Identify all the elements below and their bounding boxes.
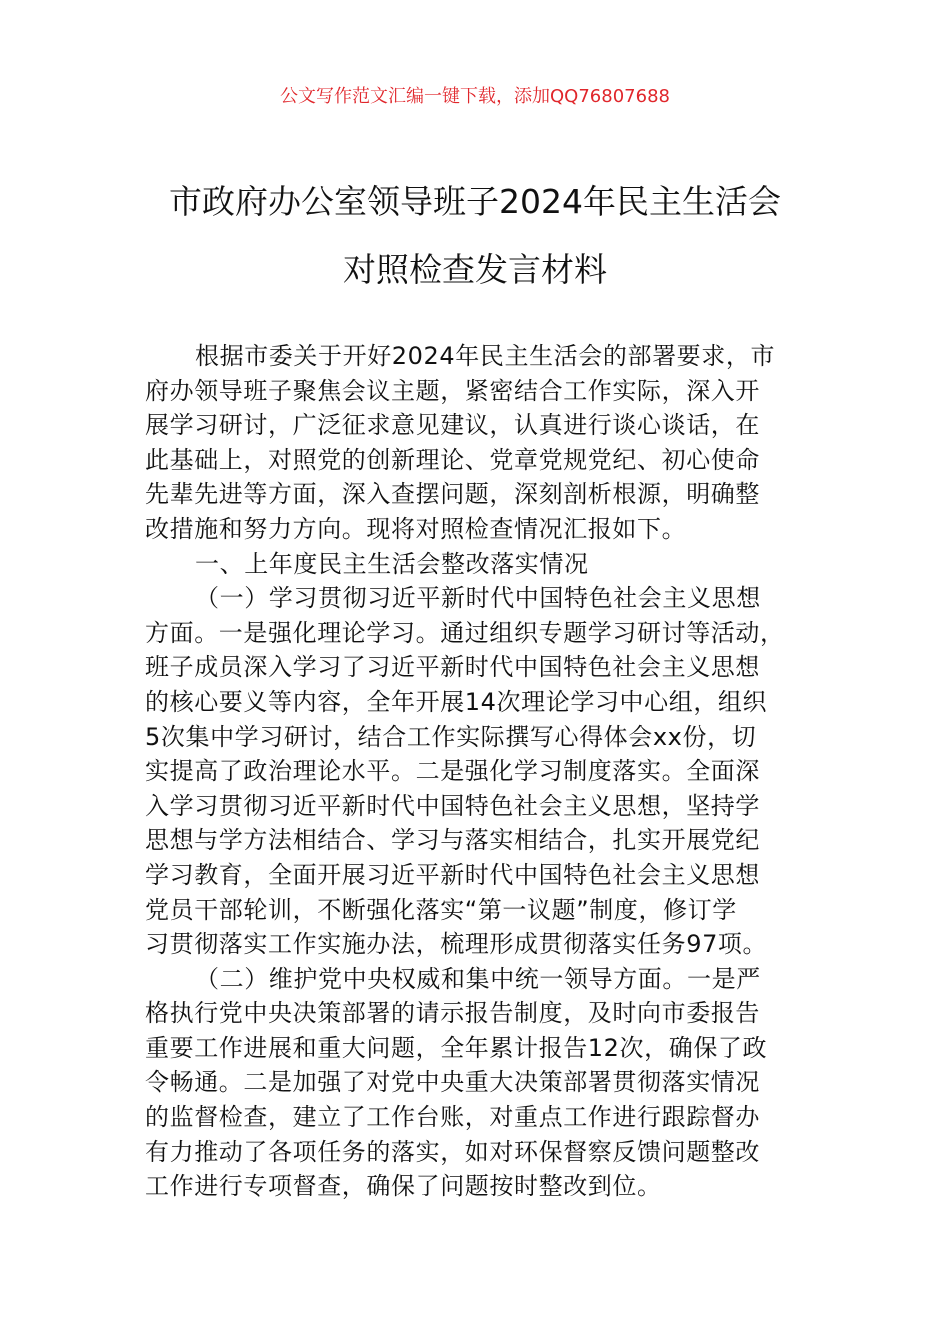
paragraph-line: 此基础上，对照党的创新理论、党章党规党纪、初心使命 — [145, 445, 760, 474]
paragraph-line: 有力推动了各项任务的落实，如对环保督察反馈问题整改 — [145, 1137, 760, 1166]
paragraph-line: 5次集中学习研讨，结合工作实际撰写心得体会xx份，切 — [145, 722, 757, 751]
paragraph-line: 展学习研讨，广泛征求意见建议，认真进行谈心谈话，在 — [145, 411, 760, 440]
paragraph-line: 思想与学方法相结合、学习与落实相结合，扎实开展党纪 — [145, 826, 760, 855]
paragraph-line: 党员干部轮训，不断强化落实“第一议题”制度，修订学 — [145, 895, 737, 924]
paragraph-line: （一）学习贯彻习近平新时代中国特色社会主义思想 — [195, 584, 761, 613]
paragraph-line: 学习教育，全面开展习近平新时代中国特色社会主义思想 — [145, 860, 760, 889]
paragraph — [145, 581, 810, 962]
paragraph-line: 先辈先进等方面，深入查摆问题，深刻剖析根源，明确整 — [145, 480, 760, 509]
paragraph-line: 方面。一是强化理论学习。通过组织专题学习研讨等活动， — [145, 618, 785, 647]
paragraph-line: 格执行党中央决策部署的请示报告制度，及时向市委报告 — [145, 999, 760, 1028]
paragraph-line: 重要工作进展和重大问题，全年累计报告12次，确保了政 — [145, 1033, 768, 1062]
paragraph — [145, 547, 810, 582]
document-body — [145, 339, 810, 1204]
paragraph-line: 的核心要义等内容，全年开展14次理论学习中心组，组织 — [145, 687, 768, 716]
paragraph-line: 入学习贯彻习近平新时代中国特色社会主义思想，坚持学 — [145, 791, 760, 820]
paragraph — [145, 962, 810, 1204]
paragraph — [145, 339, 810, 547]
paragraph-line: 实提高了政治理论水平。二是强化学习制度落实。全面深 — [145, 757, 760, 786]
document-title-line-2: 对照检查发言材料 — [343, 250, 607, 289]
paragraph-line: 改措施和努力方向。现将对照检查情况汇报如下。 — [145, 514, 687, 543]
paragraph-line: 令畅通。二是加强了对党中央重大决策部署贯彻落实情况 — [145, 1068, 760, 1097]
paragraph-line: 根据市委关于开好2024年民主生活会的部署要求，市 — [195, 342, 776, 370]
watermark-download-notice: 公文写作范文汇编一键下载，添加QQ76807688 — [280, 86, 670, 107]
paragraph-line: 府办领导班子聚焦会议主题，紧密结合工作实际，深入开 — [145, 376, 760, 405]
document-title-line-1: 市政府办公室领导班子2024年民主生活会 — [169, 182, 781, 221]
paragraph-line: 习贯彻落实工作实施办法，梳理形成贯彻落实任务97项。 — [145, 930, 768, 959]
paragraph-line: （二）维护党中央权威和集中统一领导方面。一是严 — [195, 964, 761, 993]
paragraph-line: 工作进行专项督查，确保了问题按时整改到位。 — [145, 1172, 662, 1201]
paragraph-line: 一、上年度民主生活会整改落实情况 — [195, 549, 589, 578]
paragraph-line: 的监督检查，建立了工作台账，对重点工作进行跟踪督办 — [145, 1103, 760, 1132]
paragraph-line: 班子成员深入学习了习近平新时代中国特色社会主义思想 — [145, 653, 760, 682]
